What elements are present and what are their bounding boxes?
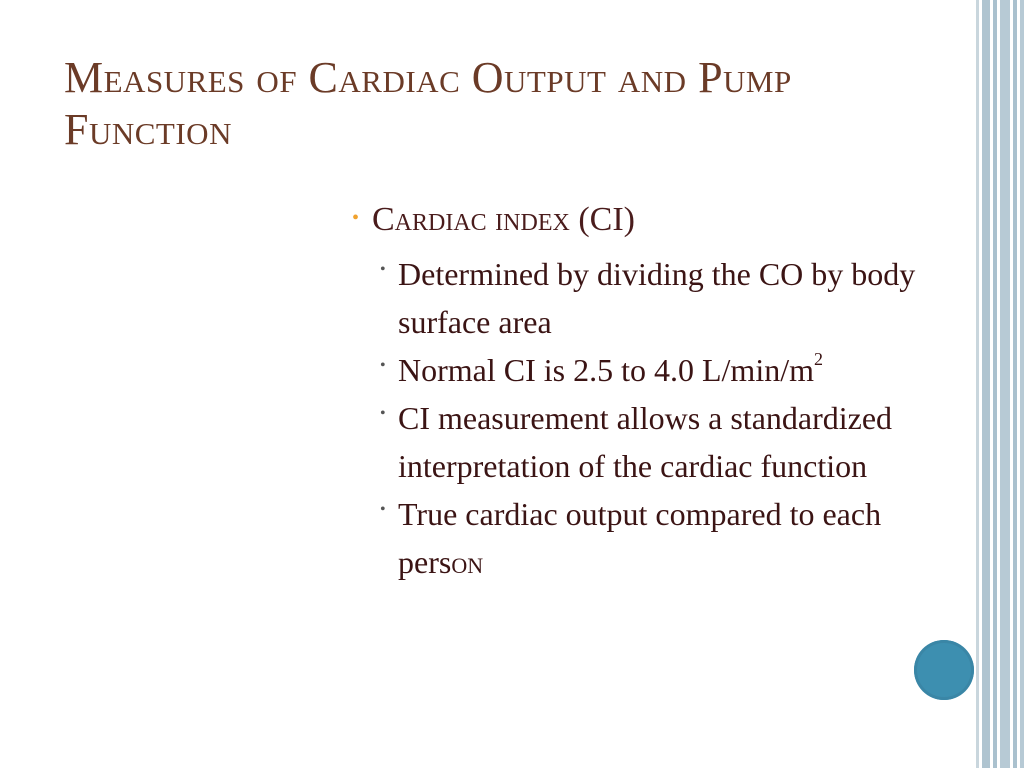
sub-bullet-list bbox=[380, 250, 952, 586]
list-item-text: Determined by dividing the CO by body surface area bbox=[398, 256, 916, 340]
stripe bbox=[1000, 0, 1010, 768]
stripe bbox=[976, 0, 979, 768]
list-item bbox=[380, 490, 952, 586]
bullet-dot-icon: • bbox=[380, 405, 386, 422]
small-caps-tail: on bbox=[451, 544, 484, 580]
list-item bbox=[380, 346, 952, 394]
slide-content bbox=[352, 198, 952, 586]
bullet-dot-icon: • bbox=[380, 357, 386, 374]
stripe bbox=[982, 0, 990, 768]
true-co-text: True cardiac output compared to each pers bbox=[398, 496, 882, 580]
bullet-dot-icon: • bbox=[352, 207, 360, 229]
stripe bbox=[1013, 0, 1017, 768]
bullet-dot-icon: • bbox=[380, 501, 386, 518]
slide-title: Measures of Cardiac Output and Pump Function bbox=[64, 53, 792, 154]
list-item-text bbox=[398, 346, 918, 394]
bullet-dot-icon: • bbox=[380, 261, 386, 278]
decorative-stripes bbox=[976, 0, 1024, 768]
decorative-circle-icon bbox=[914, 640, 974, 700]
normal-ci-text: Normal CI is 2.5 to 4.0 L/min/m bbox=[398, 352, 814, 388]
list-item bbox=[380, 394, 952, 490]
stripe bbox=[993, 0, 997, 768]
list-item-text: CI measurement allows a standardized interpretation of the cardiac function bbox=[398, 400, 893, 484]
list-item-text bbox=[398, 490, 918, 586]
superscript: 2 bbox=[813, 349, 823, 370]
list-item bbox=[380, 250, 952, 346]
bullet-label: Cardiac index (CI) bbox=[372, 201, 635, 238]
stripe bbox=[1020, 0, 1024, 768]
bullet-cardiac-index bbox=[352, 198, 952, 246]
